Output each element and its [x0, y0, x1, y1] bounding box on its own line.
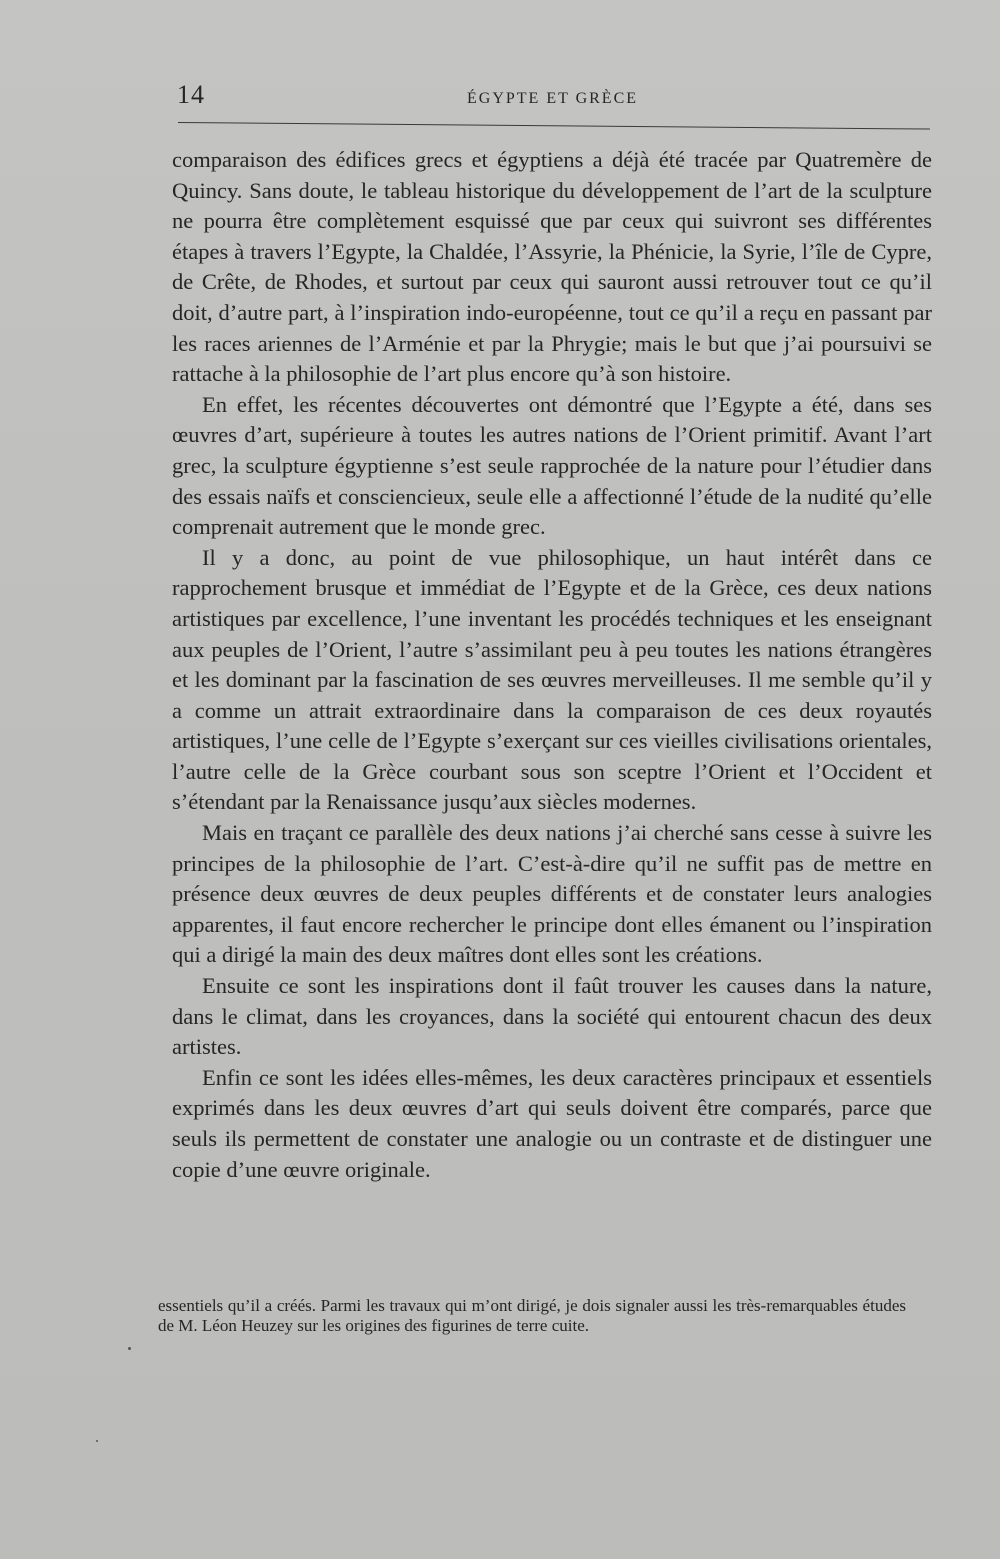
paragraph-5: Ensuite ce sont les inspirations dont il faût trouver les causes dans la nature, dans le climat, dans les croyances, dans la société qui entourent chacun des deux artistes.	[172, 973, 932, 1060]
paragraph-2: En effet, les récentes découvertes ont démontré que l’Egypte a été, dans ses œuvres d’art, supérieure à toutes les autres nations de l’Orient primitif. Avant l’art grec, la sculpture égyptienne s’est seule rapprochée de la nature pour l’étudier dans des essais naïfs et consciencieux, seule elle a affectionné l’étude de la nudité qu’elle comprenait autrement que le monde grec.	[172, 391, 932, 540]
page-number: 14	[177, 80, 205, 109]
paragraph-6: Enfin ce sont les idées elles-mêmes, les deux caractères principaux et essentiels exprimés dans les deux œuvres d’art qui seuls doivent être comparés, parce que seuls ils permettent de constater une analogie ou un contraste et de distinguer une copie d’une œuvre originale.	[172, 1064, 932, 1182]
paragraph-1: comparaison des édifices grecs et égyptiens a déjà été tracée par Quatremère de Quincy. Sans doute, le tableau historique du développement de l’art de la sculpture ne pourra être complètement esquissé que par ceux qui suivront ses différentes étapes à travers l’Egypte, la Chaldée, l’Assyrie, la Phénicie, la Syrie, l’île de Cypre, de Crête, de Rhodes, et surtout par ceux qui sauront aussi retrouver tout ce qu’il doit, d’autre part, à l’inspiration indo-européenne, tout ce qu’il a reçu en passant par les races ariennes de l’Arménie et par la Phrygie; mais le but que j’ai poursuivi se rattache à la philosophie de l’art plus encore qu’à son histoire.	[172, 147, 932, 387]
header-rule	[178, 122, 930, 130]
page-header	[175, 80, 930, 120]
paragraph-3: Il y a donc, au point de vue philosophique, un haut intérêt dans ce rapprochement brusque et immédiat de l’Egypte et de la Grèce, ces deux nations artistiques par excellence, l’une inventant les procédés techniques et les enseignant aux peuples de l’Orient, l’autre s’assimilant peu à peu toutes les nations étrangères et les dominant par la fascination de ses œuvres merveilleuses. Il me semble qu’il y a comme un attrait extraordinaire dans la comparaison de ces deux royautés artistiques, l’une celle de l’Egypte s’exerçant sur ces vieilles civilisations orientales, l’autre celle de la Grèce courbant sous son sceptre l’Orient et l’Occident et s’étendant par la Renaissance jusqu’aux siècles modernes.	[172, 544, 932, 815]
paragraph-4: Mais en traçant ce parallèle des deux nations j’ai cherché sans cesse à suivre les principes de la philosophie de l’art. C’est-à-dire qu’il ne suffit pas de mettre en présence deux œuvres de deux peuples différents et de constater leurs analogies apparentes, il faut encore rechercher le principe dont elles émanent ou l’inspiration qui a dirigé la main des deux maîtres dont elles sont les créations.	[172, 820, 932, 968]
main-text	[172, 145, 932, 1185]
paper-speck	[128, 1347, 131, 1350]
paper-speck	[96, 1440, 98, 1442]
footnote: essentiels qu’il a créés. Parmi les travaux qui m’ont dirigé, je dois signaler aussi les très-remarquables études de M. Léon Heuzey sur les origines des figurines de terre cuite.	[158, 1296, 906, 1335]
running-title: ÉGYPTE ET GRÈCE	[466, 90, 639, 107]
